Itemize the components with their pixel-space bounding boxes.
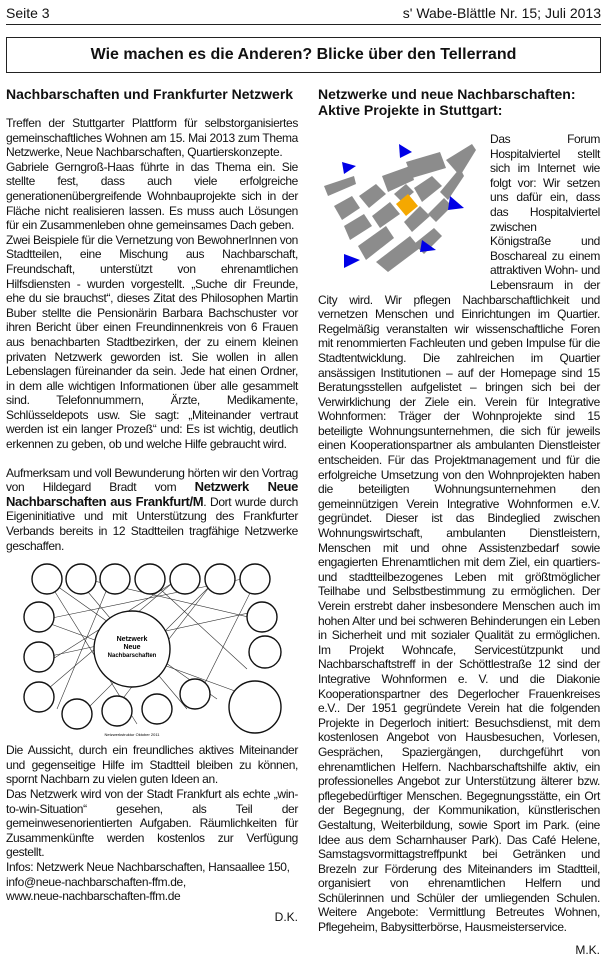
svg-text:Netzwerk: Netzwerk	[116, 636, 148, 644]
left-paragraph-5: Die Aussicht, durch ein freundliches aktives Miteinander und gegenseitige Hilfe im Stadtteil bleiben zu können, spornt Nachbarn zu vielen guten Ideen an.	[6, 743, 298, 787]
page-number: Seite 3	[6, 5, 50, 21]
right-signature: M.K.	[575, 942, 600, 957]
right-article-title-2: Aktive Projekte in Stuttgart:	[318, 102, 503, 118]
publication-info: s' Wabe-Blättle Nr. 15; Juli 2013	[402, 5, 601, 21]
contact-website[interactable]: www.neue-nachbarschaften-ffm.de	[6, 889, 181, 904]
svg-text:Nachbarschaften: Nachbarschaften	[107, 653, 157, 660]
left-article-title: Nachbarschaften und Frankfurter Netzwerk	[6, 86, 294, 102]
contact-email[interactable]: info@neue-nachbarschaften-ffm.de,	[6, 874, 186, 889]
left-paragraph-2: Gabriele Gerngroß-Haas führte in das Thema ein. Sie stellte fest, dass auch viele erfolgreiche generationenübergreifende Wohnbauprojekte sich in der Fläche nicht realisieren lassen. Es muss auch Lösungen für ein Zusammenleben ohne gemeinsames Dach geben.	[6, 159, 298, 233]
right-body: Das Forum Hospitalviertel stellt sich im Internet wie folgt vor: Wir setzen uns dafür ein, dass das Hospitalviertel zwischen Königstraße und Boschareal zu einem attraktiven Wohn- und Lebensraum in der City wird. Wir pflegen Nachbarschaftlichkeit und vernetzen Menschen und Einrichtungen im Quartier. Regelmäßig veranstalten wir wissenschaftliche Foren mit renommierten Fachleuten und geben Impulse für die Stadtentwicklung. Die zahlreichen im Quartier ansässigen Institutionen – auf der Homepage sind 15 Beratungsstellen aufgelistet – bringen sich bei der Verwirklichung der Ziele ein. Verein für Integrative Wohnformen: Träger der Wohnprojekte sind 15 beteiligte Wohnungsunternehmen, die sich für jeweils einen Kooperationspartner als ambulanten Dienstleister entscheiden. Für das Projektmanagement und für die erfolgreiche Umsetzung von den Wohnprojekten haben die beteiligten Wohnungsunternehmen den gemeinnützigen Verein Integrative Wohnformen e.V. gegründet. Dieser ist das Bindeglied zwischen Wohnungswirtschaft, ambulanten Dienstleistern, Menschen mit und ohne Assistenzbedarf sowie engagierten Ehrenamtlichen mit dem Ziel, ein quartiers- und stadtteilbezogenes Leben mit größtmöglicher Teilhabe und Selbstbestimmung zu ermöglichen. Der Verein erstrebt daher insbesondere Menschen auch im hohen Alter und bei schweren Behinderungen ein Leben in Sicherheit und mit sozialer Qualität zu ermöglichen. Im Projekt Wohncafe, Servicestützpunkt und Nachbarschaftstreff in der Schöttlestraße 12 sind der Integrative Wohnformen e. V. und die Diakonie Kooperationspartner des Degerlocher Frauenkreises e.V.. Der 1951 gegründete Verein hat die folgenden Projekte in Degerloch initiert: Besuchsdienst, mit dem kostenlosen Angebot von Hausbesuchen, Vorlesen, Gesprächen, Spaziergängen, durchgeführt von ehrenamtlichen Helfern. Nachbarschaftshilfe aktiv, ein professionelles Angebot zur Unterstützung älterer bzw. pflegebedürftiger Menschen. Begegnungsstätte, ein Ort der Begegnung, der Kommunikation, künstlerischen Gestaltung, Weiterbildung, sowie Sport im Park. (eine Idee aus dem Scharnhauser Park). Das Café Helene, Samstagsvormittagstreffpunkt bei Getränken und Brezeln zur Förderung des Miteinanders im Stadtteil, organisiert von ehrenamtlichen Helfern und Schülerinnen und Schüler der umliegenden Schulen. Weitere Angebote: Vermittlung Betreutes Wohnen, Pflegeheim, Babysitterbörse, Hausmeisterservice.	[318, 132, 600, 935]
left-paragraph-1: Treffen der Stuttgarter Plattform für selbstorganisiertes gemeinschaftliches Wohnen am 15. Mai 2013 zum Thema Netzwerke, Neue Nachbarschaften, Quartierskonzepte.	[6, 116, 298, 160]
left-paragraph-6: Das Netzwerk wird von der Stadt Frankfurt als echte „win-to-win-Situation“ gesehen, als Teil der gemeinwesenorientierten Aufgaben. Räumlichkeiten für Zusammenkünfte werden kostenlos zur Verfügung gestellt.	[6, 787, 298, 860]
page-header	[6, 0, 601, 25]
banner-title: Wie machen es die Anderen? Blicke über den Tellerrand	[90, 46, 517, 63]
network-diagram	[17, 559, 287, 739]
left-paragraph-7: Infos: Netzwerk Neue Nachbarschaften, Hansaallee 150,	[6, 859, 290, 874]
right-article-title-1: Netzwerke und neue Nachbarschaften:	[318, 86, 576, 102]
svg-text:Netzwerkstruktur Oktober 2011: Netzwerkstruktur Oktober 2011	[104, 732, 160, 738]
right-article	[318, 86, 600, 957]
section-banner	[6, 37, 601, 73]
left-signature: D.K.	[274, 909, 298, 924]
network-name: Netzwerk Neue Nachbarschaften aus Frankfurt/M	[6, 479, 298, 509]
district-map	[314, 136, 484, 276]
left-paragraph-3: Zwei Beispiele für die Vernetzung von BewohnerInnen von Stadtteilen, eine Mischung aus Nachbarschaft, Freundschaft, unterstützt von ehrenamtlichen Hilfsdiensten - wurden vorgestellt. „Suche dir Freunde, ehe du sie brauchst“, dieses Zitat des Philosophen Martin Buber stellte die Pensionärin Barbara Bachschuster vor ihren Bericht über einen Freundinnenkreis von 6 Frauen aus benachbarten Stadtbezirken, der zu einem kleinen privaten Netzwerk geworden ist. Sie wollen in allen Lebenslagen füreinander da sein. Jede hat einen Ordner, in dem alle wichtigen Informationen über alle gesammelt sind. Telefonnummern, Ärzte, Medikamente, Schlüsseldepots usw. Sie sagt: „Miteinander vertraut werden ist ein langer Prozeß“ und: Es ist wichtig, deutlich erkennen zu geben, ob und welche Hilfe gebraucht wird.	[6, 232, 298, 452]
left-paragraph-4: Aufmerksam und voll Bewunderung hörten wir den Vortrag von Hildegard Bradt vom Netzwerk Neue Nachbarschaften aus Frankfurt/M. Dort wurde durch Eigeninitiative und mit Unterstützung des Frankfurter Verbands bereits in 12 Stadtteilen tragfähige Netzwerke geschaffen.	[6, 465, 298, 553]
svg-text:Neue: Neue	[123, 644, 141, 652]
left-article	[6, 86, 298, 924]
